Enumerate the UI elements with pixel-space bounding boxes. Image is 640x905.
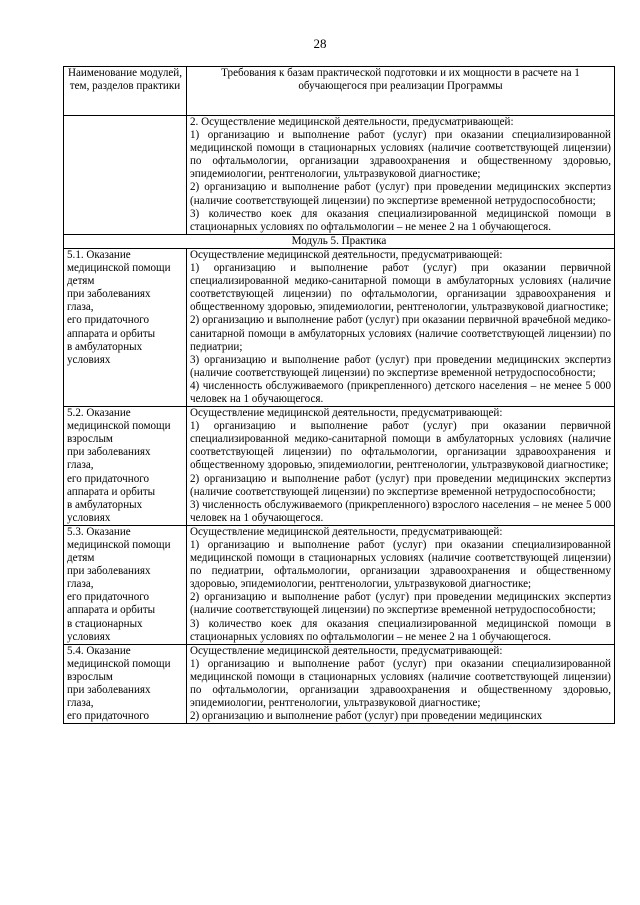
requirement-item: 3) численность обслуживаемого (прикрепленного) взрослого населения – не менее 5 000 человек на 1 обучающегося. bbox=[190, 498, 611, 524]
table-row-continuation bbox=[64, 116, 615, 235]
topic-line: медицинской помощи bbox=[67, 657, 171, 670]
topic-line: аппарата и орбиты bbox=[67, 485, 156, 498]
requirement-item: 2) организацию и выполнение работ (услуг) при проведении медицинских bbox=[190, 710, 543, 723]
topic-line: при заболеваниях bbox=[67, 288, 151, 301]
topic-line: глаза, bbox=[67, 578, 94, 591]
requirement-item: 2) организацию и выполнение работ (услуг) при проведении медицинских экспертиз (наличие соответствующей лицензии) по экспертизе временной нетрудоспособности; bbox=[190, 181, 611, 207]
header-col-modules: Наименование модулей, тем, разделов практики bbox=[64, 67, 187, 116]
topic-line: его придаточного bbox=[67, 591, 150, 604]
topic-line: в амбулаторных bbox=[67, 340, 143, 353]
topic-line: медицинской помощи bbox=[67, 420, 171, 433]
left-cell-empty bbox=[64, 116, 187, 235]
topic-line: условиях bbox=[67, 511, 111, 524]
module-topic-cell bbox=[64, 525, 187, 644]
requirement-item: 1) организацию и выполнение работ (услуг) при оказании специализированной медицинской помощи в стационарных условиях (наличие соответствующей лицензии) по педиатрии, офтальмологии, организации здравоохранения и общественному здоровью, эпидемиологии, рентгенологии, ультразвуковой диагностике; bbox=[190, 539, 611, 591]
requirement-item: 4) численность обслуживаемого (прикрепленного) детского населения – не менее 5 000 человек на 1 обучающегося. bbox=[190, 379, 611, 405]
topic-line: при заболеваниях bbox=[67, 565, 151, 578]
topic-line: медицинской помощи bbox=[67, 262, 171, 275]
topic-line: детям bbox=[67, 275, 95, 288]
topic-line: в стационарных bbox=[67, 617, 143, 630]
topic-line: его придаточного bbox=[67, 710, 150, 723]
requirements-cell bbox=[187, 525, 615, 644]
requirement-item: 3) организацию и выполнение работ (услуг) при проведении медицинских экспертиз (наличие соответствующей лицензии) по экспертизе временной нетрудоспособности; bbox=[190, 353, 611, 379]
topic-line: медицинской помощи bbox=[67, 539, 171, 551]
topic-line: его придаточного bbox=[67, 314, 150, 327]
section-title: Осуществление медицинской деятельности, предусматривающей: bbox=[190, 248, 503, 261]
practice-requirements-table bbox=[63, 66, 615, 724]
requirement-item: 1) организацию и выполнение работ (услуг) при оказании первичной специализированной медико-санитарной помощи в амбулаторных условиях (наличие соответствующей лицензии) по офтальмологии, организации здравоохранения и общественному здоровью, эпидемиологии, рентгенологии, ультразвуковой диагностике; bbox=[190, 262, 611, 314]
topic-line: 5.1. Оказание bbox=[67, 248, 131, 261]
requirements-cell bbox=[187, 248, 615, 406]
topic-line: аппарата и орбиты bbox=[67, 604, 156, 617]
requirements-cell bbox=[187, 407, 615, 526]
section-title: Осуществление медицинской деятельности, предусматривающей: bbox=[190, 407, 503, 420]
module-topic-cell bbox=[64, 248, 187, 406]
topic-line: глаза, bbox=[67, 301, 94, 314]
requirement-item: 2) организацию и выполнение работ (услуг) при проведении медицинских экспертиз (наличие соответствующей лицензии) по экспертизе временной нетрудоспособности; bbox=[190, 472, 611, 498]
table-row bbox=[64, 248, 615, 406]
requirement-item: 1) организацию и выполнение работ (услуг) при оказании специализированной медицинской помощи в стационарных условиях (наличие соответствующей лицензии) по офтальмологии, организации здравоохранения и общественному здоровью, эпидемиологии, рентгенологии, ультразвуковой диагностике; bbox=[190, 657, 611, 710]
requirement-item: 3) количество коек для оказания специализированной медицинской помощи в стационарных условиях по офтальмологии – не менее 2 на 1 обучающегося. bbox=[190, 617, 611, 643]
topic-line: аппарата и орбиты bbox=[67, 327, 156, 340]
requirement-item: 1) организацию и выполнение работ (услуг) при оказании специализированной медицинской помощи в стационарных условиях (наличие соответствующей лицензии) по офтальмологии, организации здравоохранения и общественному здоровью, эпидемиологии, рентгенологии, ультразвуковой диагностике; bbox=[190, 129, 611, 181]
requirement-item: 2) организацию и выполнение работ (услуг) при оказании первичной врачебной медико-санитарной помощи в амбулаторных условиях (наличие соответствующей лицензии) по педиатрии; bbox=[190, 314, 611, 353]
table-row bbox=[64, 644, 615, 724]
requirements-cell bbox=[187, 116, 615, 235]
topic-line: 5.2. Оказание bbox=[67, 407, 131, 420]
section-title: Осуществление медицинской деятельности, предусматривающей: bbox=[190, 525, 503, 538]
topic-line: 5.4. Оказание bbox=[67, 644, 131, 657]
table-row bbox=[64, 525, 615, 644]
topic-line: в амбулаторных bbox=[67, 498, 143, 511]
section-title: Осуществление медицинской деятельности, предусматривающей: bbox=[190, 644, 503, 657]
header-col-requirements: Требования к базам практической подготовки и их мощности в расчете на 1 обучающегося при реализации Программы bbox=[187, 67, 615, 116]
topic-line: условиях bbox=[67, 630, 111, 643]
topic-line: его придаточного bbox=[67, 472, 150, 485]
requirements-cell bbox=[187, 644, 615, 724]
page-number: 28 bbox=[313, 36, 327, 51]
module-topic-cell bbox=[64, 407, 187, 526]
topic-line: глаза, bbox=[67, 697, 94, 710]
requirement-item: 2) организацию и выполнение работ (услуг) при проведении медицинских экспертиз (наличие соответствующей лицензии) по экспертизе временной нетрудоспособности; bbox=[190, 591, 611, 617]
topic-line: взрослым bbox=[67, 670, 113, 683]
topic-line: условиях bbox=[67, 353, 111, 366]
requirement-item: 3) количество коек для оказания специализированной медицинской помощи в стационарных условиях по офтальмологии – не менее 2 на 1 обучающегося. bbox=[190, 207, 611, 233]
topic-line: при заболеваниях bbox=[67, 684, 151, 697]
topic-line: взрослым bbox=[67, 433, 113, 446]
requirement-item: 1) организацию и выполнение работ (услуг) при оказании первичной специализированной медико-санитарной помощи в амбулаторных условиях (наличие соответствующей лицензии) по офтальмологии, организации здравоохранения и общественному здоровью, эпидемиологии, рентгенологии, ультразвуковой диагностике; bbox=[190, 420, 611, 472]
topic-line: 5.3. Оказание bbox=[67, 525, 131, 538]
section-title: 2. Осуществление медицинской деятельности, предусматривающей: bbox=[190, 116, 514, 128]
module-title: Модуль 5. Практика bbox=[64, 234, 615, 248]
topic-line: при заболеваниях bbox=[67, 446, 151, 459]
topic-line: детям bbox=[67, 552, 95, 565]
table-header-row bbox=[64, 67, 615, 116]
module-title-row bbox=[64, 234, 615, 248]
table-row bbox=[64, 407, 615, 526]
module-topic-cell bbox=[64, 644, 187, 724]
topic-line: глаза, bbox=[67, 459, 94, 472]
